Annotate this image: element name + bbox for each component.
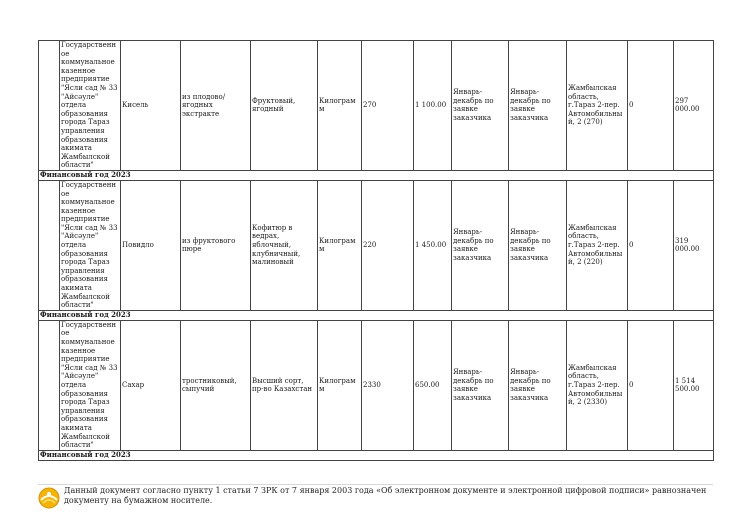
extra-description-cell: Высший сорт, пр-во Казахстан [251, 320, 318, 450]
table-row [39, 41, 714, 171]
price-cell: 1 450.00 [414, 180, 452, 310]
advance-cell: 0 [628, 180, 674, 310]
item-name-cell: Сахар [121, 320, 181, 450]
period-cell: Январь-декабрь по заявке заказчика [452, 180, 509, 310]
egov-seal-icon [38, 487, 60, 509]
item-name-cell: Кисель [121, 41, 181, 171]
period-cell: Январь-декабрь по заявке заказчика [452, 41, 509, 171]
short-description-cell: из фруктового пюре [181, 180, 251, 310]
advance-cell: 0 [628, 320, 674, 450]
sum-cell: 319 000.00 [674, 180, 714, 310]
sum-cell: 1 514 500.00 [674, 320, 714, 450]
advance-cell: 0 [628, 41, 674, 171]
delivery-term-cell: Январь-декабрь по заявке заказчика [509, 41, 567, 171]
procurement-table-sheet [38, 40, 713, 461]
sum-cell: 297 000.00 [674, 41, 714, 171]
financial-year-row [39, 310, 714, 320]
row-number-cell [39, 41, 60, 171]
delivery-term-cell: Январь-декабрь по заявке заказчика [509, 180, 567, 310]
customer-org-cell: Государственное коммунальное казенное предприятие "Ясли сад № 33 "Айсәуле" отдела образования города Тараз управления образования акимата Жамбылской области" [60, 320, 121, 450]
row-number-cell [39, 320, 60, 450]
legal-notice-text: Данный документ согласно пункту 1 статьи 7 ЗРК от 7 января 2003 года «Об электронном документе и электронной цифровой подписи» равнозначен документу на бумажном носителе. [64, 486, 707, 505]
table-row [39, 320, 714, 450]
unit-cell: Килограмм [318, 41, 362, 171]
customer-org-cell: Государственное коммунальное казенное предприятие "Ясли сад № 33 "Айсәуле" отдела образования города Тараз управления образования акимата Жамбылской области" [60, 180, 121, 310]
financial-year-row [39, 450, 714, 460]
delivery-place-cell: Жамбылская область, г.Тараз 2-пер. Автомобильный, 2 (2330) [567, 320, 628, 450]
row-number-cell [39, 180, 60, 310]
customer-org-cell: Государственное коммунальное казенное предприятие "Ясли сад № 33 "Айсәуле" отдела образования города Тараз управления образования акимата Жамбылской области" [60, 41, 121, 171]
price-cell: 650.00 [414, 320, 452, 450]
extra-description-cell: Кофитюр в ведрах, яблочный, клубничный, малиновый [251, 180, 318, 310]
short-description-cell: из плодово/ ягодных экстракте [181, 41, 251, 171]
extra-description-cell: Фруктовый, ягодный [251, 41, 318, 171]
table-row [39, 180, 714, 310]
financial-year-row [39, 170, 714, 180]
short-description-cell: тростниковый, сыпучий [181, 320, 251, 450]
quantity-cell: 2330 [362, 320, 414, 450]
legal-footer [38, 486, 713, 509]
footer-divider [38, 484, 713, 485]
delivery-place-cell: Жамбылская область, г.Тараз 2-пер. Автомобильный, 2 (270) [567, 41, 628, 171]
price-cell: 1 100.00 [414, 41, 452, 171]
delivery-place-cell: Жамбылская область, г.Тараз 2-пер. Автомобильный, 2 (220) [567, 180, 628, 310]
quantity-cell: 220 [362, 180, 414, 310]
financial-year-label: Финансовый год 2023 [39, 450, 714, 460]
financial-year-label: Финансовый год 2023 [39, 170, 714, 180]
quantity-cell: 270 [362, 41, 414, 171]
financial-year-label: Финансовый год 2023 [39, 310, 714, 320]
item-name-cell: Повидло [121, 180, 181, 310]
unit-cell: Килограмм [318, 180, 362, 310]
delivery-term-cell: Январь-декабрь по заявке заказчика [509, 320, 567, 450]
procurement-plan-table [38, 40, 714, 461]
period-cell: Январь-декабрь по заявке заказчика [452, 320, 509, 450]
unit-cell: Килограмм [318, 320, 362, 450]
